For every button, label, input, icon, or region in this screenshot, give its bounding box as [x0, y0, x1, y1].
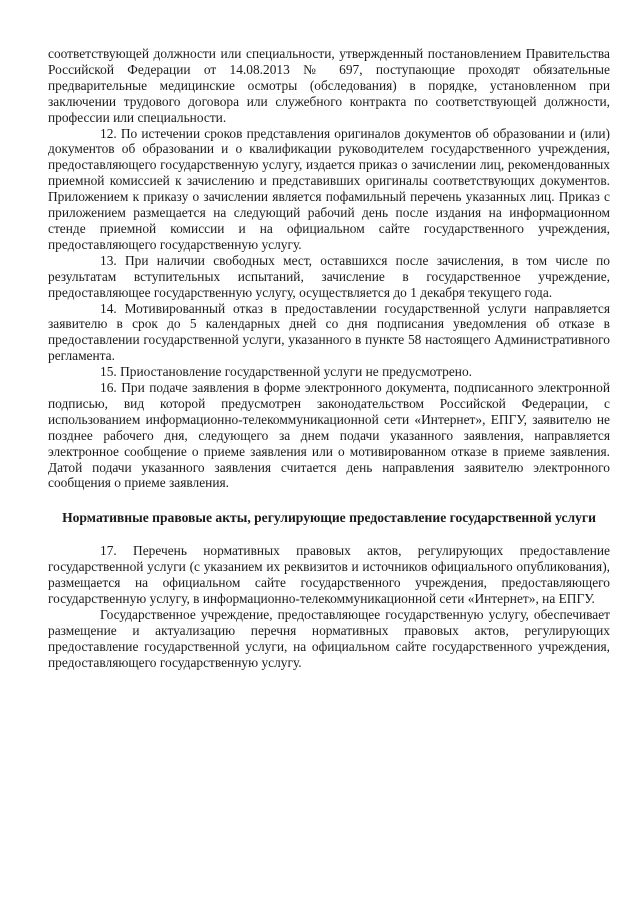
paragraph-16: 16. При подаче заявления в форме электронного документа, подписанного электронной подписью, вид которой предусмотрен законодательством Российской Федерации, с использованием информационно-телекоммуникационной сети «Интернет», ЕПГУ, заявителю не позднее рабочего дня, следующего за днем подачи указанного заявления, направляется электронное сообщение о приеме заявления или о мотивированном отказе в приеме заявления. Датой подачи указанного заявления считается день направления заявителю электронного сообщения о приеме заявления.	[48, 380, 610, 491]
paragraph-14: 14. Мотивированный отказ в предоставлении государственной услуги направляется заявителю в срок до 5 календарных дней со дня подписания уведомления об отказе в предоставлении государственной услуги, указанного в пункте 58 настоящего Административного регламента.	[48, 300, 610, 364]
document-page	[48, 46, 610, 671]
paragraph-17-continuation: Государственное учреждение, предоставляющее государственную услугу, обеспечивает размещение и актуализацию перечня нормативных правовых актов, регулирующих предоставление государственной услуги, на официальном сайте государственного учреждения, предоставляющего государственную услугу.	[48, 607, 610, 670]
paragraph-17: 17. Перечень нормативных правовых актов, регулирующих предоставление государственной услуги (с указанием их реквизитов и источников официального опубликования), размещается на официальном сайте государственного учреждения, предоставляющего государственную услугу, в информационно-телекоммуникационной сети «Интернет», на ЕПГУ.	[48, 543, 610, 607]
paragraph-13: 13. При наличии свободных мест, оставшихся после зачисления, в том числе по результатам вступительных испытаний, зачисление в государственное учреждение, предоставляющее государственную услугу, осуществляется до 1 декабря текущего года.	[48, 252, 610, 300]
paragraph-12: 12. По истечении сроков представления оригиналов документов об образовании и (или) документов об образовании и о квалификации руководителем государственного учреждения, предоставляющего государственную услугу, издается приказ о зачислении лиц, рекомендованных приемной комиссией к зачислению и представивших оригиналы соответствующих документов. Приложением к приказу о зачислении является пофамильный перечень указанных лиц. Приказ с приложением размещается на следующий рабочий день после издания на информационном стенде приемной комиссии и на официальном сайте государственного учреждения, предоставляющего государственную услугу.	[48, 125, 610, 252]
paragraph-15: 15. Приостановление государственной услуги не предусмотрено.	[100, 364, 473, 380]
section-heading: Нормативные правовые акты, регулирующие предоставление государственной услуги	[62, 510, 596, 526]
paragraph-continuation: соответствующей должности или специальности, утвержденный постановлением Правительства Российской Федерации от 14.08.2013 № 697, поступающие проходят обязательные предварительные медицинские осмотры (обследования) в порядке, установленном при заключении трудового договора или служебного контракта по соответствующей должности, профессии или специальности.	[48, 46, 610, 125]
